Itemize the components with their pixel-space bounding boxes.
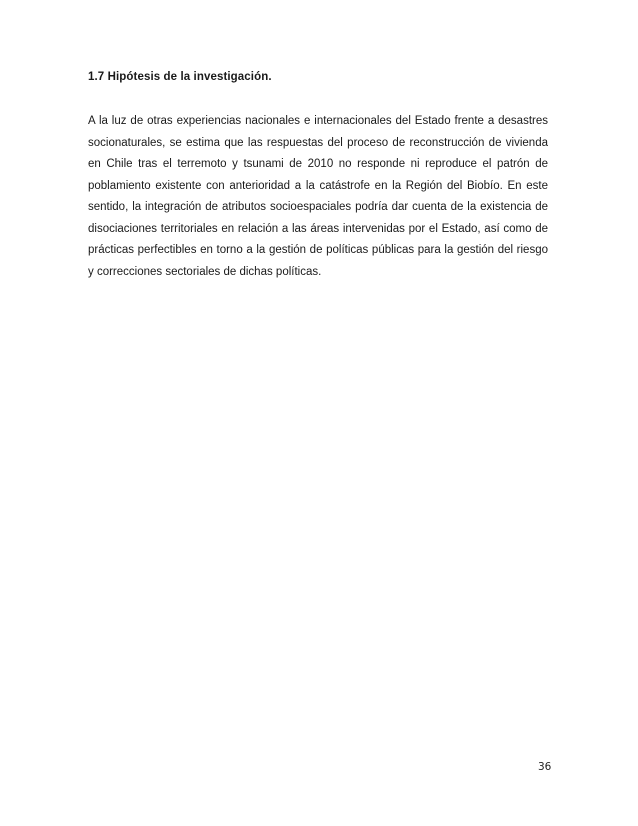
page-number: 36 <box>538 761 552 773</box>
section-heading: 1.7 Hipótesis de la investigación. <box>88 71 272 83</box>
body-paragraph: A la luz de otras experiencias nacionales e internacionales del Estado frente a desastres socionaturales, se estima que las respuestas del proceso de reconstrucción de vivienda en Chile tras el terremoto y tsunami de 2010 no responde ni reproduce el patrón de poblamiento existente con anterioridad a la catástrofe en la Región del Biobío. En este sentido, la integración de atributos socioespaciales podría dar cuenta de la existencia de disociaciones territoriales en relación a las áreas intervenidas por el Estado, así como de prácticas perfectibles en torno a la gestión de políticas públicas para la gestión del riesgo y correcciones sectoriales de dichas políticas. <box>88 115 548 278</box>
